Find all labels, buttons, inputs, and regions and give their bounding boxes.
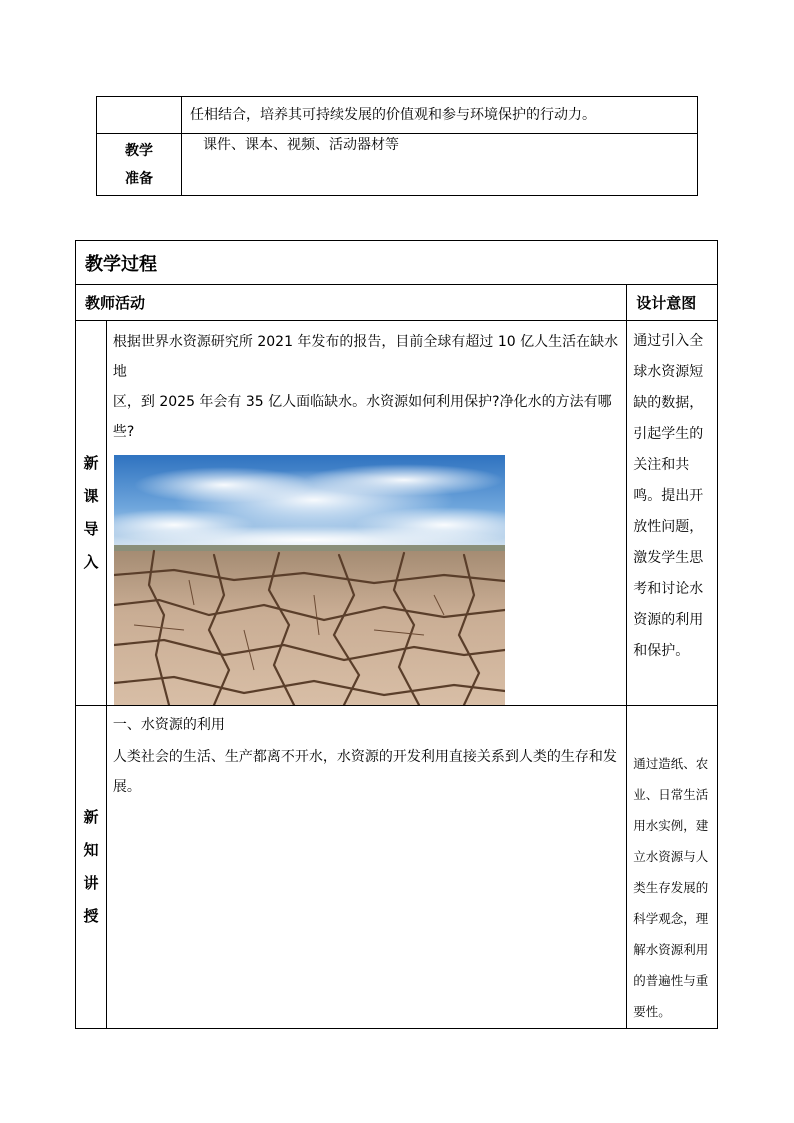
stage-char: 入 <box>83 553 99 571</box>
teaching-preparation-label <box>97 134 182 196</box>
text-line: 人类社会的生活、生产都离不开水，水资源的开发利用直接关系到人类的生存和发 <box>112 749 617 765</box>
teacher-activity-header: 教师活动 <box>76 285 627 321</box>
knowledge-activity-text <box>107 737 626 802</box>
text-line: 考和讨论水 <box>633 581 704 597</box>
knowledge-design-intent-text <box>627 706 717 1027</box>
text-line: 放性问题， <box>633 519 704 535</box>
text-line: 科学观念，理 <box>633 911 709 926</box>
label-line: 教学 <box>125 142 153 159</box>
text-line: 和保护。 <box>633 643 690 659</box>
stage-char: 课 <box>83 487 99 505</box>
intro-activity-cell <box>106 321 626 706</box>
knowledge-heading: 一、水资源的利用 <box>112 717 225 733</box>
text-line: 的普遍性与重 <box>633 973 709 988</box>
empty-label-cell <box>97 97 182 134</box>
text-line: 关注和共 <box>633 457 690 473</box>
text-line: 类生存发展的 <box>633 880 709 895</box>
text-line: 用水实例，建 <box>633 818 709 833</box>
text-line: 球水资源短 <box>633 364 704 380</box>
stage-char: 授 <box>83 907 99 925</box>
stage-char: 新 <box>83 808 99 826</box>
goal-continuation-cell <box>182 97 698 134</box>
text-line: 引起学生的 <box>633 426 704 442</box>
text-line: 业、日常生活 <box>633 787 709 802</box>
stage-label-new-knowledge <box>76 706 107 1029</box>
intro-design-intent-text <box>627 321 717 667</box>
intro-design-intent-cell <box>627 321 718 706</box>
stage-char: 导 <box>83 520 99 538</box>
stage-char: 新 <box>83 454 99 472</box>
intro-activity-text <box>107 321 626 447</box>
stage-label-new-lesson-intro <box>76 321 107 706</box>
text-line: 根据世界水资源研究所 2021 年发布的报告，目前全球有超过 10 亿人生活在缺水地 <box>112 334 619 380</box>
knowledge-design-intent-cell <box>627 706 718 1029</box>
teaching-process-table <box>75 240 718 1029</box>
stage-char: 知 <box>83 841 99 859</box>
text-line: 解水资源利用 <box>633 942 709 957</box>
stage-char: 讲 <box>83 874 99 892</box>
text-line: 鸣。提出开 <box>633 488 704 504</box>
teaching-info-table <box>96 96 698 196</box>
knowledge-activity-cell <box>106 706 626 1029</box>
teaching-preparation-cell <box>182 134 698 196</box>
text-line: 激发学生思 <box>633 550 704 566</box>
text-line: 资源的利用 <box>633 612 704 628</box>
teaching-preparation-text: 课件、课本、视频、活动器材等 <box>203 137 399 153</box>
text-line: 通过造纸、农 <box>633 756 709 771</box>
text-line: 缺的数据， <box>633 395 704 411</box>
text-line: 通过引入全 <box>633 333 704 349</box>
section-title: 教学过程 <box>76 241 718 285</box>
drought-cracked-earth-image <box>114 455 505 705</box>
design-intent-header: 设计意图 <box>627 285 718 321</box>
text-line: 要性。 <box>633 1004 671 1019</box>
text-line: 区，到 2025 年会有 35 亿人面临缺水。水资源如何利用保护?净化水的方法有哪些? <box>112 394 612 440</box>
label-line: 准备 <box>125 170 153 187</box>
text-line: 立水资源与人 <box>633 849 709 864</box>
goal-continuation-text: 任相结合，培养其可持续发展的价值观和参与环境保护的行动力。 <box>190 107 596 123</box>
text-line: 展。 <box>112 779 141 795</box>
